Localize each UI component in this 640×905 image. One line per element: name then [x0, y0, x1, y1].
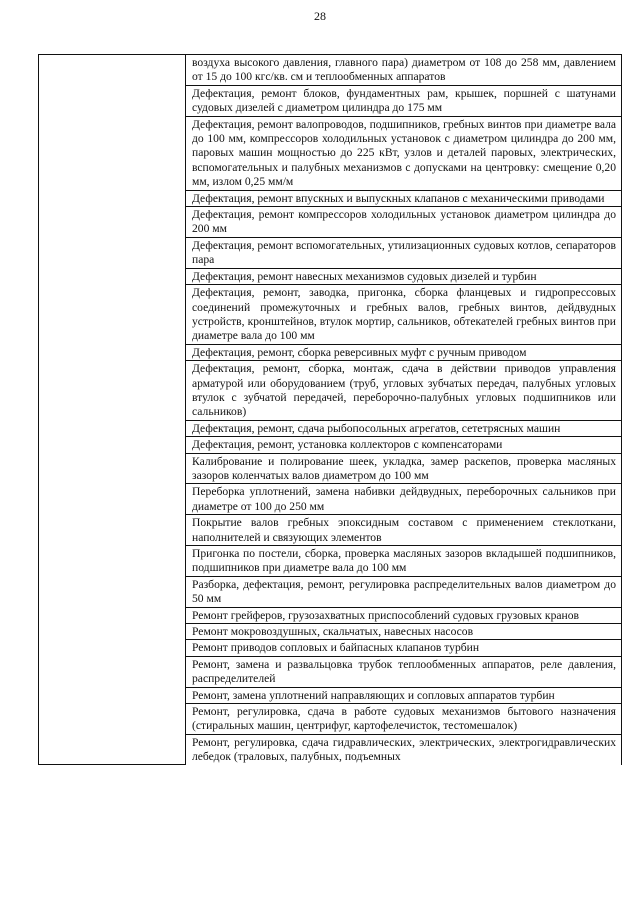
table-cell: Калибрование и полирование шеек, укладка, замер раскепов, проверка масляных зазоров коленчатых валов диаметром до 100 мм — [186, 453, 622, 484]
table-cell: Дефектация, ремонт впускных и выпускных клапанов с механическими приводами — [186, 190, 622, 206]
table-cell: Дефектация, ремонт, установка коллекторов с компенсаторами — [186, 437, 622, 453]
empty-left-column — [39, 55, 186, 765]
work-types-table — [38, 54, 622, 765]
table-cell: Дефектация, ремонт, сборка, монтаж, сдача в действии приводов управления арматурой или оборудованием (труб, угловых зубчатых передач, палубных угловых втулок с зубчатой передачей, переборочно-палубных угловых подшипников или сальников) — [186, 361, 622, 421]
table-cell: Ремонт, регулировка, сдача в работе судовых механизмов бытового назначения (стиральных машин, центрифуг, картофелечисток, тестомешалок) — [186, 704, 622, 735]
table-cell: Ремонт приводов сопловых и байпасных клапанов турбин — [186, 640, 622, 656]
table-cell: Ремонт грейферов, грузозахватных приспособлений судовых грузовых кранов — [186, 607, 622, 623]
page-number: 28 — [314, 9, 326, 23]
table-cell: Дефектация, ремонт, заводка, пригонка, сборка фланцевых и гидропрессовых соединений промежуточных и гребных валов, гребных винтов, дейдвудных устройств, кронштейнов, втулок мортир, сальников, обтекателей гребных винтов при диаметре вала до 100 мм — [186, 285, 622, 345]
table-cell: Пригонка по постели, сборка, проверка масляных зазоров вкладышей подшипников, подшипников при диаметре вала до 100 мм — [186, 546, 622, 577]
table-row — [39, 55, 622, 86]
table-cell: Дефектация, ремонт вспомогательных, утилизационных судовых котлов, сепараторов пара — [186, 237, 622, 268]
table-cell: Ремонт, замена уплотнений направляющих и сопловых аппаратов турбин — [186, 687, 622, 703]
table-cell: Дефектация, ремонт, сборка реверсивных муфт с ручным приводом — [186, 344, 622, 360]
table-cell: Ремонт, регулировка, сдача гидравлических, электрических, электрогидравлических лебедок (траловых, палубных, подъемных — [186, 734, 622, 764]
table-cell: Переборка уплотнений, замена набивки дейдвудных, переборочных сальников при диаметре от 100 до 250 мм — [186, 484, 622, 515]
table-cell: Ремонт, замена и развальцовка трубок теплообменных аппаратов, реле давления, распределителей — [186, 656, 622, 687]
table-cell: Покрытие валов гребных эпоксидным составом с применением стеклоткани, наполнителей и связующих элементов — [186, 515, 622, 546]
table-cell: Дефектация, ремонт блоков, фундаментных рам, крышек, поршней с шатунами судовых дизелей с диаметром цилиндра до 175 мм — [186, 85, 622, 116]
table-cell: Ремонт мокровоздушных, скальчатых, навесных насосов — [186, 624, 622, 640]
table-cell: воздуха высокого давления, главного пара) диаметром от 108 до 258 мм, давлением от 15 до 100 кгс/кв. см и теплообменных аппаратов — [186, 55, 622, 86]
table-cell: Дефектация, ремонт, сдача рыбопосольных агрегатов, сететрясных машин — [186, 420, 622, 436]
table-cell: Дефектация, ремонт навесных механизмов судовых дизелей и турбин — [186, 268, 622, 284]
table-cell: Дефектация, ремонт компрессоров холодильных установок диаметром цилиндра до 200 мм — [186, 207, 622, 238]
table-cell: Дефектация, ремонт валопроводов, подшипников, гребных винтов при диаметре вала до 100 мм, компрессоров холодильных установок с диаметром цилиндра до 200 мм, паровых машин мощностью до 225 кВт, узлов и деталей паровых, электрических, вспомогательных и палубных механизмов с допусками на центровку: смещение 0,20 мм, излом 0,25 мм/м — [186, 116, 622, 190]
table-cell: Разборка, дефектация, ремонт, регулировка распределительных валов диаметром до 50 мм — [186, 576, 622, 607]
